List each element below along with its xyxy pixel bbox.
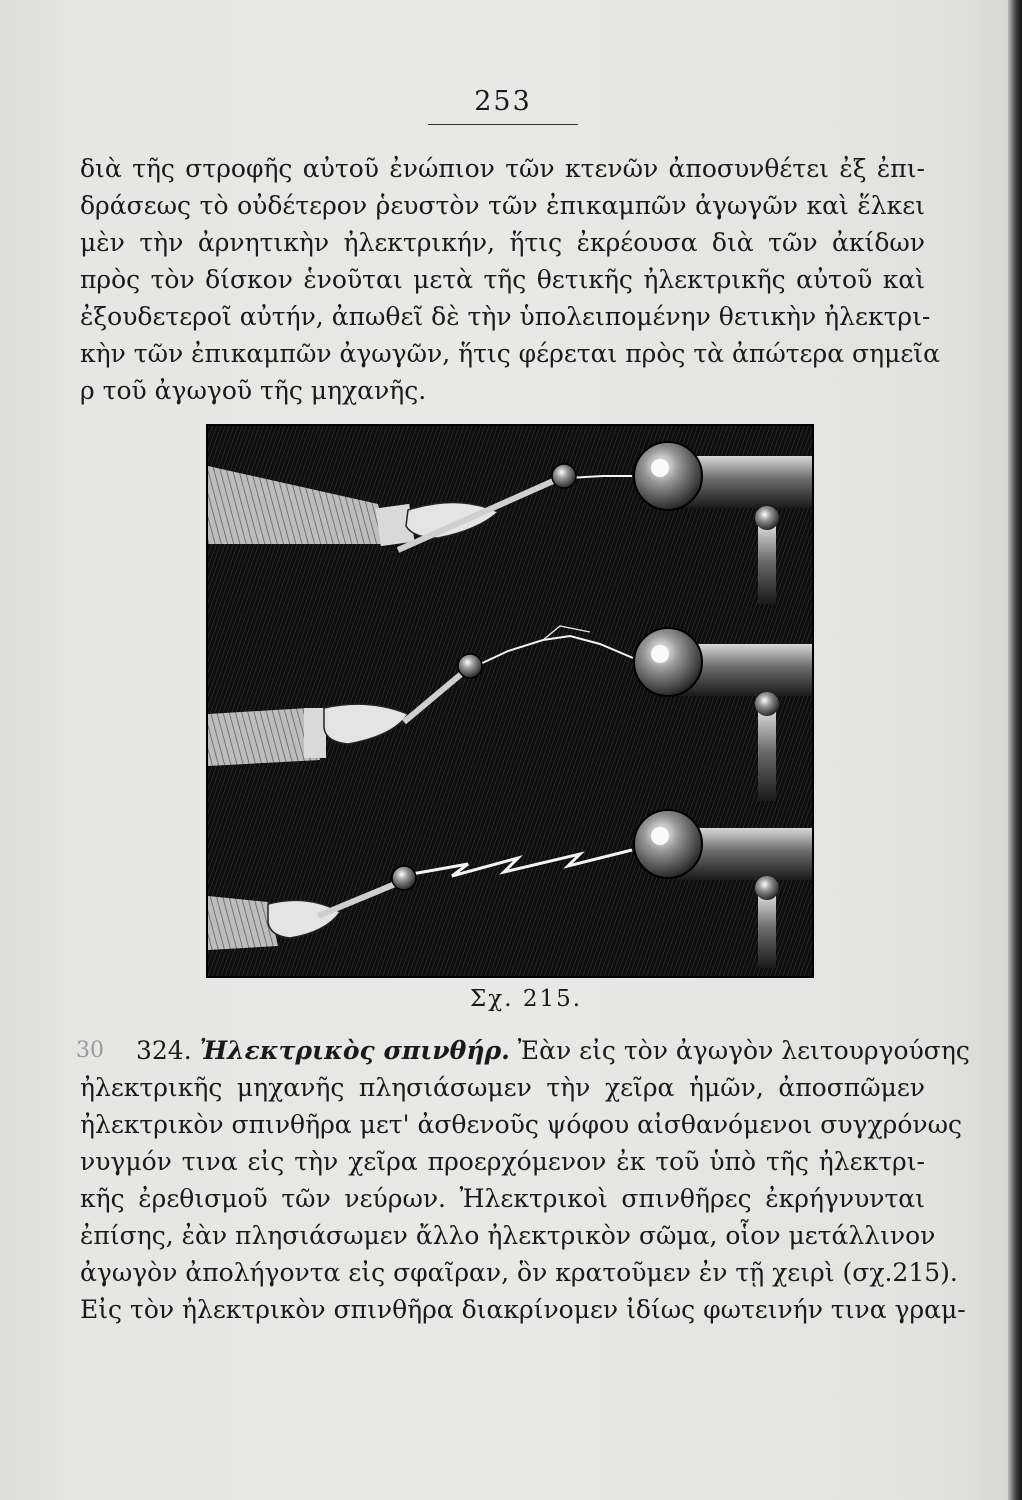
text-line: μὲν τὴν ἀρνητικὴν ἠλεκτρικήν, ἥτις ἐκρέουσα διὰ τῶν ἀκίδων (80, 228, 925, 257)
text-line: Ἐὰν εἰς τὸν ἀγωγὸν λειτουργούσης (517, 1036, 970, 1065)
text-line: κὴν τῶν ἐπικαμπῶν ἀγωγῶν, ἥτις φέρεται πρὸς τὰ ἀπώτερα σημεῖα (80, 339, 940, 368)
page-edge (1008, 0, 1022, 1500)
text-line: νυγμόν τινα εἰς τὴν χεῖρα προερχόμενον ἐκ τοῦ ὑπὸ τῆς ἠλεκτρι- (80, 1147, 925, 1176)
spark-illustration (206, 424, 814, 978)
text-line: ἠλεκτρικὸν σπινθῆρα μετ' ἀσθενοῦς ψόφου αἰσθανόμενοι συγχρόνως (80, 1110, 962, 1139)
text-line: ἠλεκτρικῆς μηχανῆς πλησιάσωμεν τὴν χεῖρα ἡμῶν, ἀποσπῶμεν (80, 1073, 925, 1102)
engraving-electric-sparks (208, 426, 812, 976)
text-line: ἀγωγὸν ἀπολήγοντα εἰς σφαῖραν, ὃν κρατοῦμεν ἐν τῇ χειρὶ (σχ.215). (80, 1258, 958, 1287)
top-paragraph (80, 150, 940, 409)
page-number: 253 (474, 86, 532, 117)
text-line: δράσεως τὸ οὐδέτερον ῥευστὸν τῶν ἐπικαμπῶν ἀγωγῶν καὶ ἕλκει (80, 191, 925, 220)
handwritten-margin-note: 30 (76, 1038, 104, 1063)
section-first-line (80, 1032, 970, 1069)
section-number: 324. (136, 1036, 192, 1065)
text-line: ρ τοῦ ἀγωγοῦ τῆς μηχανῆς. (80, 376, 427, 405)
text-line: κῆς ἐρεθισμοῦ τῶν νεύρων. Ἠλεκτρικοὶ σπινθῆρες ἐκρήγνυνται (80, 1184, 925, 1213)
figure-caption: Σχ. 215. (470, 986, 583, 1012)
text-line: πρὸς τὸν δίσκον ἑνοῦται μετὰ τῆς θετικῆς ἠλεκτρικῆς αὐτοῦ καὶ (80, 265, 925, 294)
section-paragraph (80, 1032, 970, 1328)
page-number-rule (428, 124, 578, 125)
text-line: ἐξουδετεροῖ αὐτήν, ἀπωθεῖ δὲ τὴν ὑπολειπομένην θετικὴν ἠλεκτρι- (80, 302, 931, 331)
text-line: Εἰς τὸν ἠλεκτρικὸν σπινθῆρα διακρίνομεν ἰδίως φωτεινήν τινα γραμ- (80, 1295, 966, 1324)
text-line: ἐπίσης, ἐὰν πλησιάσωμεν ἄλλο ἠλεκτρικὸν σῶμα, οἷον μετάλλινον (80, 1221, 936, 1250)
text-line: διὰ τῆς στροφῆς αὐτοῦ ἐνώπιον τῶν κτενῶν ἀποσυνθέτει ἐξ ἐπι- (80, 154, 925, 183)
section-title: Ἠλεκτρικὸς σπινθήρ. (199, 1036, 510, 1065)
